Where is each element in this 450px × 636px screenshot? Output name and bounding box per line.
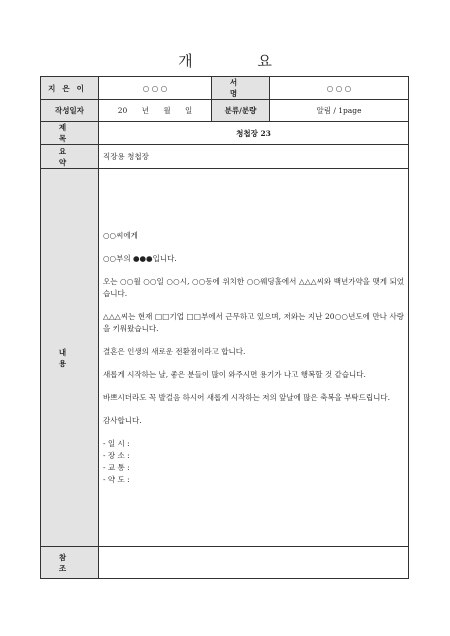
content-paragraph: 결혼은 인생의 새로운 전환점이라고 합니다. — [103, 346, 246, 356]
content-paragraph: △△△씨는 현재 □□기업 □□부에서 근무하고 있으며, 저와는 지난 20○○년도에 만나 사랑을 키워왔습니다. — [103, 311, 404, 333]
category-label: 분류/분량 — [212, 100, 270, 122]
author-value[interactable]: ○ ○ ○ — [99, 77, 212, 100]
subject-value[interactable]: 청첩장 23 — [99, 122, 409, 145]
row-content — [41, 169, 409, 547]
reference-value[interactable] — [99, 547, 409, 579]
content-paragraph: ○○씨에게 — [103, 230, 138, 240]
form-table — [40, 76, 409, 579]
event-detail-item: - 교 통 : — [103, 462, 130, 472]
summary-label: 요 약 — [41, 145, 99, 169]
date-label: 작성일자 — [41, 100, 99, 122]
reference-label: 참 조 — [41, 547, 99, 579]
event-detail-item: - 일 시 : — [103, 438, 130, 448]
category-value[interactable]: 알림 / 1page — [270, 100, 409, 122]
signature-value[interactable]: ○ ○ ○ — [270, 77, 409, 100]
row-author — [41, 77, 409, 100]
content-paragraph: ○○부의 ●●●입니다. — [103, 253, 177, 263]
content-paragraph: 새롭게 시작하는 날, 좋은 분들이 많이 와주시면 용기가 나고 행복할 것 같습니다. — [103, 369, 366, 379]
event-detail-item: - 약 도 : — [103, 474, 130, 484]
row-reference — [41, 547, 409, 579]
date-value[interactable]: 20 년 월 일 — [99, 100, 212, 122]
author-label: 지은이 — [41, 77, 99, 100]
row-subject — [41, 122, 409, 145]
subject-label: 제 목 — [41, 122, 99, 145]
content-paragraph: 오는 ○○월 ○○일 ○○시, ○○동에 위치한 ○○웨딩홀에서 △△△씨와 백년가약을 맺게 되었습니다. — [103, 276, 404, 298]
row-summary — [41, 145, 409, 169]
row-date — [41, 100, 409, 122]
event-detail-item: - 장 소 : — [103, 450, 130, 460]
content-label: 내 용 — [41, 169, 99, 547]
content-paragraph: 바쁘시더라도 꼭 발걸음 하시어 새롭게 시작하는 저의 앞날에 많은 축복을 부탁드립니다. — [103, 392, 391, 402]
signature-label: 서 명 — [212, 77, 270, 100]
document-title: 개 요 — [178, 52, 302, 70]
content-body[interactable] — [99, 169, 409, 547]
summary-value[interactable]: 직장용 청첩장 — [99, 145, 409, 169]
content-paragraph: 감사합니다. — [103, 415, 142, 425]
event-details-list — [103, 438, 404, 486]
